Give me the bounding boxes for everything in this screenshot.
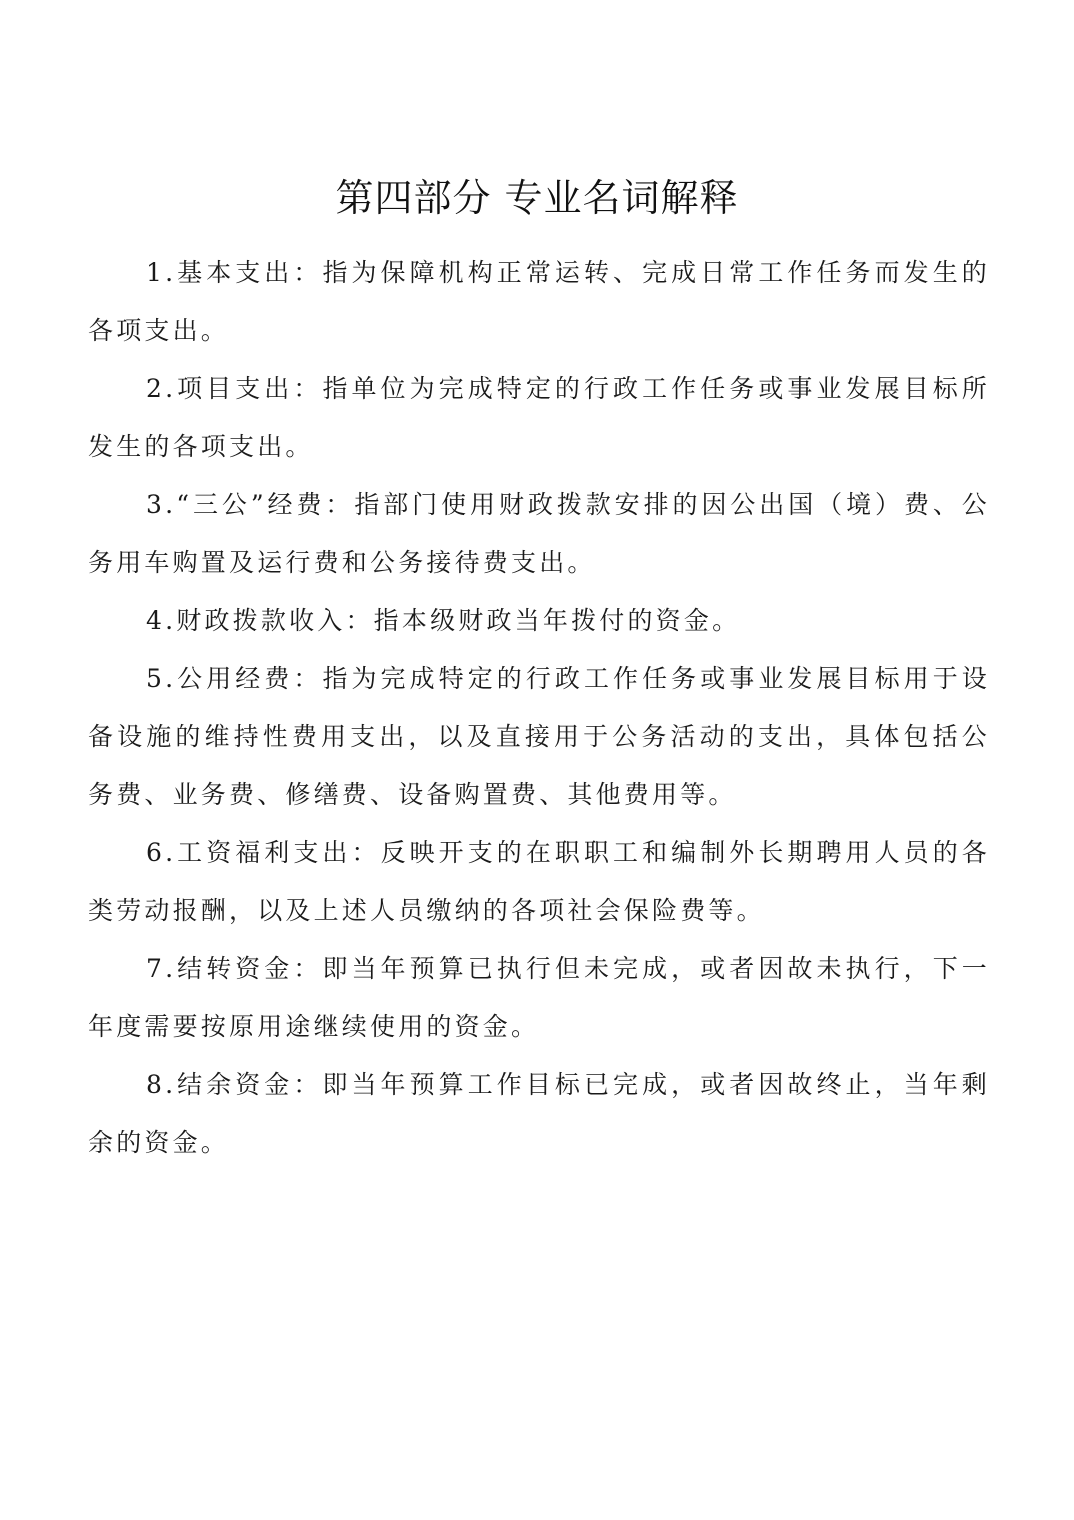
item-body: 即当年预算工作目标已完成，或者因故终止，当年剩余的资金。	[88, 1070, 990, 1157]
item-body: 即当年预算已执行但未完成，或者因故未执行，下一年度需要按原用途继续使用的资金。	[88, 954, 990, 1041]
item-term: “三公”经费：	[176, 490, 355, 519]
definition-item	[88, 940, 990, 1056]
item-term: 财政拨款收入：	[176, 606, 374, 635]
item-number: 6.	[146, 838, 177, 867]
definition-item	[88, 650, 990, 824]
item-term: 工资福利支出：	[176, 838, 381, 867]
item-number: 8.	[146, 1070, 177, 1099]
item-number: 5.	[146, 664, 177, 693]
definition-item	[88, 244, 990, 360]
item-body: 指部门使用财政拨款安排的因公出国（境）费、公务用车购置及运行费和公务接待费支出。	[88, 490, 990, 577]
item-number: 7.	[146, 954, 177, 983]
definition-item	[88, 1056, 990, 1172]
definition-item	[88, 592, 990, 650]
page-title: 第四部分 专业名词解释	[335, 176, 739, 220]
item-term: 结转资金：	[176, 954, 323, 983]
item-term: 基本支出：	[176, 258, 323, 287]
item-number: 2.	[146, 374, 177, 403]
item-body: 指为保障机构正常运转、完成日常工作任务而发生的各项支出。	[88, 258, 990, 345]
definition-item	[88, 476, 990, 592]
item-term: 结余资金：	[176, 1070, 323, 1099]
item-body: 指单位为完成特定的行政工作任务或事业发展目标所发生的各项支出。	[88, 374, 990, 461]
item-body: 指本级财政当年拨付的资金。	[373, 606, 741, 635]
item-number: 1.	[146, 258, 177, 287]
item-number: 3.	[146, 490, 177, 519]
item-number: 4.	[146, 606, 177, 635]
item-body: 反映开支的在职职工和编制外长期聘用人员的各类劳动报酬，以及上述人员缴纳的各项社会保险费等。	[88, 838, 990, 925]
definitions-list	[88, 244, 990, 1172]
item-body: 指为完成特定的行政工作任务或事业发展目标用于设备设施的维持性费用支出，以及直接用于公务活动的支出，具体包括公务费、业务费、修缮费、设备购置费、其他费用等。	[88, 664, 990, 809]
item-term: 公用经费：	[176, 664, 323, 693]
definition-item	[88, 360, 990, 476]
definition-item	[88, 824, 990, 940]
item-term: 项目支出：	[176, 374, 323, 403]
